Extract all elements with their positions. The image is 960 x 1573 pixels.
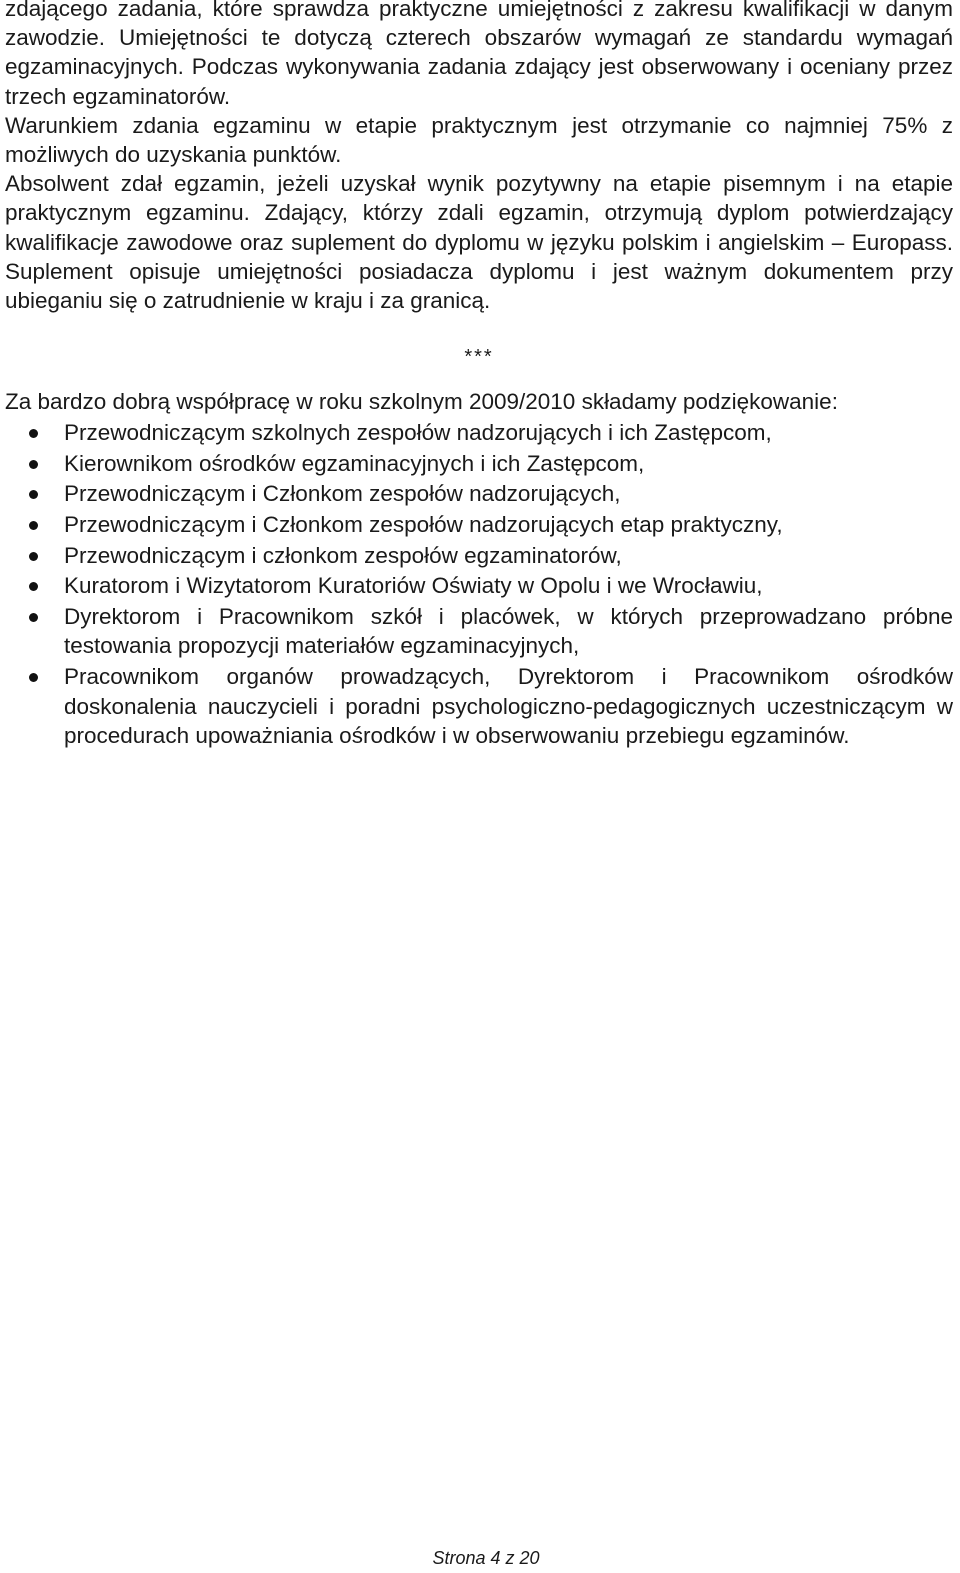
list-item-text: Przewodniczącym szkolnych zespołów nadzorujących i ich Zastępcom,: [64, 420, 772, 446]
list-item-text: Przewodniczącym i Członkom zespołów nadzorujących etap praktyczny,: [64, 512, 783, 538]
list-item-text: Pracownikom organów prowadzących, Dyrektorom i Pracownikom ośrodków doskonalenia nauczycieli i poradni psychologiczno-pedagogicznych uczestniczącym w procedurach upoważniania ośrodków i w obserwowaniu przebiegu egzaminów.: [64, 663, 953, 749]
bullet-icon: [29, 490, 38, 499]
list-item-text: Przewodniczącym i członkom zespołów egzaminatorów,: [64, 542, 622, 568]
bullet-icon: [29, 460, 38, 469]
list-item-text: Dyrektorom i Pracownikom szkół i placówek, w których przeprowadzano próbne testowania propozycji materiałów egzaminacyjnych,: [64, 603, 953, 659]
list-item: [5, 479, 953, 509]
list-item: [5, 571, 953, 601]
list-item: [5, 541, 953, 571]
section-separator: ***: [464, 346, 494, 369]
list-item: [5, 449, 953, 479]
acknowledgements-list: [5, 418, 953, 751]
list-item: [5, 602, 953, 661]
document-page: [5, 0, 953, 751]
bullet-icon: [29, 582, 38, 591]
bullet-icon: [29, 552, 38, 561]
list-item-text: Kierownikom ośrodków egzaminacyjnych i ich Zastępcom,: [64, 450, 645, 476]
bullet-icon: [29, 613, 38, 622]
bullet-icon: [29, 429, 38, 438]
paragraph-diploma-europass: Absolwent zdał egzamin, jeżeli uzyskał wynik pozytywny na etapie pisemnym i na etapie praktycznym egzaminu. Zdający, którzy zdali egzamin, otrzymują dyplom potwierdzający kwalifikacje zawodowe oraz suplement do dyplomu w języku polskim i angielskim – Europass. Suplement opisuje umiejętności posiadacza dyplomu i jest ważnym dokumentem przy ubieganiu się o zatrudnienie w kraju i za granicą.: [5, 171, 953, 314]
bullet-icon: [29, 673, 38, 682]
list-item: [5, 418, 953, 448]
list-item: [5, 510, 953, 540]
page-number: Strona 4 z 20: [432, 1548, 540, 1568]
list-item-text: Przewodniczącym i Członkom zespołów nadzorujących,: [64, 481, 621, 507]
paragraph-exam-practical-stage: zdającego zadania, które sprawdza praktyczne umiejętności z zakresu kwalifikacji w danym zawodzie. Umiejętności te dotyczą czterech obszarów wymagań ze standardu wymagań egzaminacyjnych. Podczas wykonywania zadania zdający jest obserwowany i oceniany przez trzech egzaminatorów.: [5, 0, 953, 109]
list-item: [5, 662, 953, 751]
bullet-icon: [29, 521, 38, 530]
acknowledgements-intro: Za bardzo dobrą współpracę w roku szkolnym 2009/2010 składamy podziękowanie:: [5, 389, 838, 415]
paragraph-pass-condition: Warunkiem zdania egzaminu w etapie praktycznym jest otrzymanie co najmniej 75% z możliwych do uzyskania punktów.: [5, 112, 953, 168]
list-item-text: Kuratorom i Wizytatorom Kuratoriów Oświaty w Opolu i we Wrocławiu,: [64, 573, 763, 599]
